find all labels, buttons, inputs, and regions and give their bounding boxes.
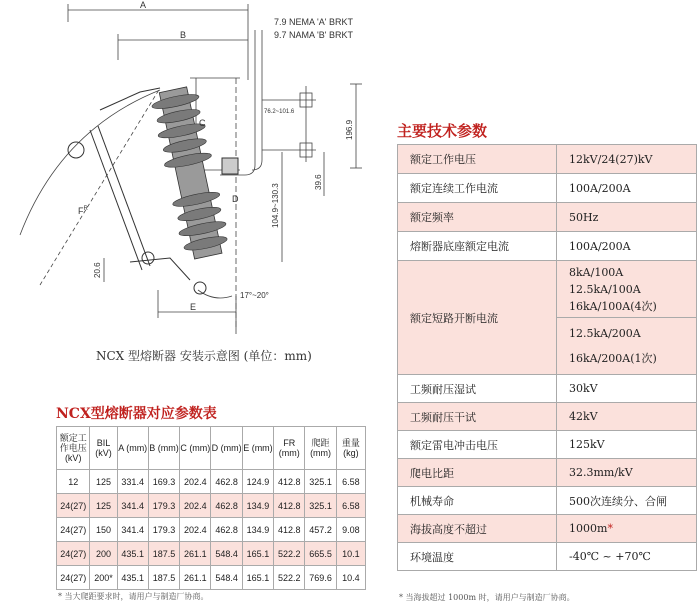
table-cell: 24(27) bbox=[57, 518, 90, 542]
spec-row bbox=[398, 403, 697, 431]
altitude-value: 1000m bbox=[569, 522, 608, 535]
table-cell: 522.2 bbox=[274, 566, 305, 590]
table-cell: 202.4 bbox=[180, 518, 211, 542]
spec-row bbox=[398, 174, 697, 203]
dim-206-label: 20.6 bbox=[93, 262, 102, 278]
col-d: D (mm) bbox=[211, 427, 242, 470]
spec-value: 30kV bbox=[557, 375, 697, 403]
table-cell: 10.1 bbox=[336, 542, 365, 566]
col-voltage: 额定工作电压(kV) bbox=[57, 427, 90, 470]
spec-value-line: 8kA/100A bbox=[569, 265, 624, 279]
dim-396-label: 39.6 bbox=[314, 174, 323, 190]
table-cell: 665.5 bbox=[305, 542, 336, 566]
table-cell: 125 bbox=[90, 494, 117, 518]
table-row bbox=[57, 518, 366, 542]
spec-key: 额定频率 bbox=[398, 203, 557, 232]
spec-value-line: 16kA/100A(4次) bbox=[569, 299, 657, 313]
params-note: * 当大爬距要求时，请用户与制造厂协商。 bbox=[58, 592, 209, 601]
table-cell: 261.1 bbox=[180, 566, 211, 590]
table-cell: 200* bbox=[90, 566, 117, 590]
spec-value: 42kV bbox=[557, 403, 697, 431]
table-cell: 331.4 bbox=[117, 470, 148, 494]
dim-762-label: 76.2~101.6 bbox=[264, 109, 295, 115]
table-row bbox=[57, 470, 366, 494]
table-cell: 165.1 bbox=[242, 542, 273, 566]
table-cell: 548.4 bbox=[211, 542, 242, 566]
col-creep: 爬距 (mm) bbox=[305, 427, 336, 470]
spec-row bbox=[398, 459, 697, 487]
table-cell: 325.1 bbox=[305, 494, 336, 518]
angle-label: 17°~20° bbox=[240, 291, 269, 300]
table-cell: 179.3 bbox=[148, 494, 179, 518]
table-cell: 134.9 bbox=[242, 494, 273, 518]
table-cell: 202.4 bbox=[180, 470, 211, 494]
col-weight: 重量 (kg) bbox=[336, 427, 365, 470]
table-cell: 548.4 bbox=[211, 566, 242, 590]
spec-key: 环境温度 bbox=[398, 543, 557, 571]
table-cell: 24(27) bbox=[57, 542, 90, 566]
spec-value bbox=[557, 261, 697, 318]
params-table bbox=[56, 426, 366, 590]
dim-f-label: $F^R$ bbox=[78, 206, 88, 216]
spec-row bbox=[398, 543, 697, 571]
spec-value bbox=[557, 515, 697, 543]
col-e: E (mm) bbox=[242, 427, 273, 470]
table-cell: 522.2 bbox=[274, 542, 305, 566]
spec-row bbox=[398, 232, 697, 261]
table-cell: 169.3 bbox=[148, 470, 179, 494]
table-cell: 187.5 bbox=[148, 542, 179, 566]
table-cell: 6.58 bbox=[336, 470, 365, 494]
table-cell: 10.4 bbox=[336, 566, 365, 590]
spec-value: 12kV/24(27)kV bbox=[557, 145, 697, 174]
table-cell: 462.8 bbox=[211, 494, 242, 518]
spec-key: 机械寿命 bbox=[398, 487, 557, 515]
spec-key: 工频耐压干试 bbox=[398, 403, 557, 431]
params-header-row bbox=[57, 427, 366, 470]
spec-row bbox=[398, 487, 697, 515]
col-c: C (mm) bbox=[180, 427, 211, 470]
spec-row bbox=[398, 431, 697, 459]
spec-value: 50Hz bbox=[557, 203, 697, 232]
table-cell: 150 bbox=[90, 518, 117, 542]
spec-value: 500次连续分、合闸 bbox=[557, 487, 697, 515]
spec-value-line: 12.5kA/100A bbox=[569, 282, 641, 296]
table-cell: 412.8 bbox=[274, 494, 305, 518]
dim-a-label: A bbox=[140, 0, 147, 10]
table-cell: 6.58 bbox=[336, 494, 365, 518]
spec-row bbox=[398, 515, 697, 543]
table-cell: 462.8 bbox=[211, 470, 242, 494]
table-cell: 187.5 bbox=[148, 566, 179, 590]
nema-b-bracket-label: 9.7 NAMA 'B' BRKT bbox=[274, 30, 353, 40]
dim-1049-label: 104.9~130.3 bbox=[271, 183, 280, 228]
dim-b-label: B bbox=[180, 30, 187, 40]
table-cell: 412.8 bbox=[274, 470, 305, 494]
spec-value: 100A/200A bbox=[557, 232, 697, 261]
spec-key: 额定短路开断电流 bbox=[398, 261, 557, 375]
table-cell: 125 bbox=[90, 470, 117, 494]
table-cell: 341.4 bbox=[117, 494, 148, 518]
altitude-star: * bbox=[607, 522, 613, 535]
spec-key: 熔断器底座额定电流 bbox=[398, 232, 557, 261]
table-cell: 202.4 bbox=[180, 494, 211, 518]
spec-key: 额定工作电压 bbox=[398, 145, 557, 174]
table-cell: 462.8 bbox=[211, 518, 242, 542]
table-cell: 12 bbox=[57, 470, 90, 494]
spec-row bbox=[398, 261, 697, 318]
col-a: A (mm) bbox=[117, 427, 148, 470]
table-cell: 24(27) bbox=[57, 494, 90, 518]
spec-key: 爬电比距 bbox=[398, 459, 557, 487]
table-cell: 124.9 bbox=[242, 470, 273, 494]
spec-key: 海拔高度不超过 bbox=[398, 515, 557, 543]
col-bil: BIL (kV) bbox=[90, 427, 117, 470]
dim-1969-label: 196.9 bbox=[345, 119, 354, 140]
spec-value bbox=[557, 318, 697, 375]
dim-c-label: C bbox=[199, 118, 206, 128]
drawing-caption: NCX 型熔断器 安装示意图 (单位：mm) bbox=[96, 349, 312, 363]
spec-value: 100A/200A bbox=[557, 174, 697, 203]
table-cell: 9.08 bbox=[336, 518, 365, 542]
spec-key: 额定连续工作电流 bbox=[398, 174, 557, 203]
params-title: NCX型熔断器对应参数表 bbox=[56, 406, 217, 422]
table-cell: 412.8 bbox=[274, 518, 305, 542]
table-cell: 165.1 bbox=[242, 566, 273, 590]
dim-e-label: E bbox=[190, 302, 197, 312]
spec-key: 额定雷电冲击电压 bbox=[398, 431, 557, 459]
table-cell: 261.1 bbox=[180, 542, 211, 566]
installation-drawing bbox=[0, 0, 392, 340]
spec-title: 主要技术参数 bbox=[397, 122, 488, 140]
table-cell: 435.1 bbox=[117, 566, 148, 590]
table-cell: 457.2 bbox=[305, 518, 336, 542]
table-row bbox=[57, 494, 366, 518]
col-b: B (mm) bbox=[148, 427, 179, 470]
spec-value-line: 16kA/200A(1次) bbox=[569, 352, 657, 365]
spec-key: 工频耐压湿试 bbox=[398, 375, 557, 403]
col-f: FR (mm) bbox=[274, 427, 305, 470]
spec-value: 125kV bbox=[557, 431, 697, 459]
spec-note: * 当海拔超过 1000m 时，请用户与制造厂协商。 bbox=[399, 593, 575, 602]
table-cell: 24(27) bbox=[57, 566, 90, 590]
table-row bbox=[57, 542, 366, 566]
spec-row bbox=[398, 203, 697, 232]
table-cell: 325.1 bbox=[305, 470, 336, 494]
spec-value: -40℃ ~ +70℃ bbox=[557, 543, 697, 571]
table-cell: 200 bbox=[90, 542, 117, 566]
table-cell: 435.1 bbox=[117, 542, 148, 566]
spec-table bbox=[397, 144, 697, 571]
dim-d-label: D bbox=[232, 194, 239, 204]
table-cell: 341.4 bbox=[117, 518, 148, 542]
table-cell: 769.6 bbox=[305, 566, 336, 590]
nema-a-bracket-label: 7.9 NEMA 'A' BRKT bbox=[274, 17, 353, 27]
spec-value: 32.3mm/kV bbox=[557, 459, 697, 487]
spec-row bbox=[398, 145, 697, 174]
spec-value-line: 12.5kA/200A bbox=[569, 327, 641, 340]
spec-row bbox=[398, 375, 697, 403]
table-cell: 134.9 bbox=[242, 518, 273, 542]
table-row bbox=[57, 566, 366, 590]
table-cell: 179.3 bbox=[148, 518, 179, 542]
